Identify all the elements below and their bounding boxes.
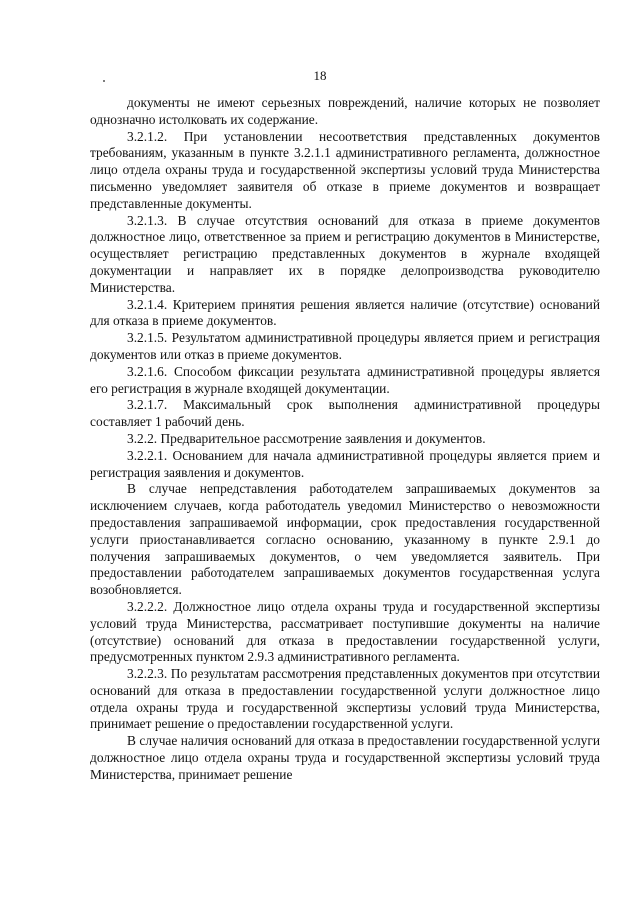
document-body: [90, 95, 600, 784]
paragraph-3-2-2-2: 3.2.2.2. Должностное лицо отдела охраны труда и государственной экспертизы условий труда Министерства, рассматривает поступившие документы на наличие (отсутствие) оснований для отказа в предоставлении государственной услуги, предусмотренных пунктом 2.9.3 административного регламента.: [90, 598, 600, 665]
paragraph-3-2-1-7: 3.2.1.7. Максимальный срок выполнения административной процедуры составляет 1 рабочий день.: [90, 397, 600, 430]
paragraph-3-2-2: 3.2.2. Предварительное рассмотрение заявления и документов.: [127, 430, 486, 446]
paragraph-3-2-1-4: 3.2.1.4. Критерием принятия решения является наличие (отсутствие) оснований для отказа в приеме документов.: [90, 296, 600, 329]
paragraph-3-2-1-6: 3.2.1.6. Способом фиксации результата административной процедуры является его регистрация в журнале входящей документации.: [90, 363, 600, 396]
paragraph-3-2-1-3: 3.2.1.3. В случае отсутствия оснований для отказа в приеме документов должностное лицо, ответственное за прием и регистрацию документов в Министерстве, осуществляет регистрацию представленных документов в журнале входящей документации и направляет их в порядке делопроизводства руководителю Министерства.: [90, 212, 600, 295]
paragraph-refusal-case: В случае наличия оснований для отказа в предоставлении государственной услуги должностное лицо отдела охраны труда и государственной экспертизы условий труда Министерства, принимает решение: [90, 733, 600, 782]
paragraph-suspension: В случае непредставления работодателем запрашиваемых документов за исключением случаев, когда работодатель уведомил Министерство о невозможности предоставления запрашиваемой информации, срок предоставления государственной услуги приостанавливается согласно основанию, указанному в пункте 2.9.1 до получения запрашиваемых документов, о чем уведомляется заявитель. При предоставлении работодателем запрашиваемых документов государственная услуга возобновляется.: [90, 481, 600, 598]
scan-speck: [103, 80, 105, 82]
page-number: 18: [313, 68, 327, 83]
paragraph-3-2-1-2: 3.2.1.2. При установлении несоответствия представленных документов требованиям, указанным в пункте 3.2.1.1 административного регламента, должностное лицо отдела охраны труда и государственной экспертизы условий труда Министерства письменно уведомляет заявителя об отказе в приеме документов и возвращает представленные документы.: [90, 128, 600, 211]
paragraph-3-2-2-1: 3.2.2.1. Основанием для начала административной процедуры является прием и регистрация заявления и документов.: [90, 447, 600, 480]
paragraph-continuation: документы не имеют серьезных повреждений, наличие которых не позволяет однозначно истолковать их содержание.: [90, 95, 600, 127]
paragraph-3-2-2-3: 3.2.2.3. По результатам рассмотрения представленных документов при отсутствии оснований для отказа в предоставлении государственной услуги должностное лицо отдела охраны труда и государственной экспертизы условий труда Министерства, принимает решение о предоставлении государственной услуги.: [90, 666, 600, 732]
paragraph-3-2-1-5: 3.2.1.5. Результатом административной процедуры является прием и регистрация документов или отказ в приеме документов.: [90, 330, 600, 362]
